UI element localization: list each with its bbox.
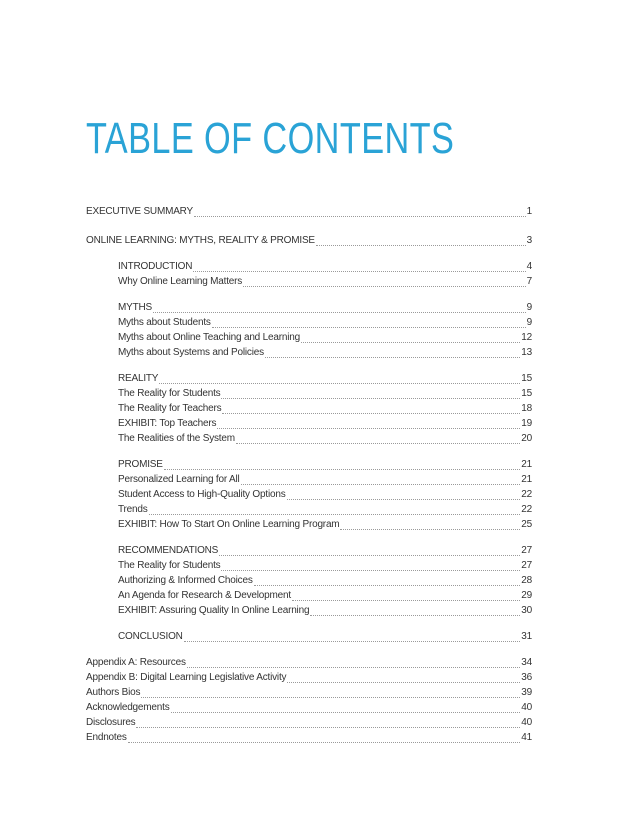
toc-entry[interactable]	[86, 204, 532, 219]
dot-leader	[222, 405, 520, 414]
toc-entry-label: The Realities of the System	[118, 433, 235, 444]
toc-entry-page-number: 22	[521, 489, 532, 500]
toc-entry[interactable]	[86, 730, 532, 745]
dot-leader	[217, 420, 520, 429]
dot-leader	[194, 208, 526, 217]
toc-entry-page-number: 15	[521, 373, 532, 384]
toc-entry[interactable]	[86, 401, 532, 416]
toc-entry-page-number: 36	[521, 672, 532, 683]
toc-entry-label: Why Online Learning Matters	[118, 276, 243, 287]
toc-entry-page-number: 40	[521, 702, 532, 713]
toc-entry[interactable]	[86, 502, 532, 517]
dot-leader	[212, 319, 526, 328]
toc-entry-label: Authorizing & Informed Choices	[118, 575, 253, 586]
toc-entry-page-number: 21	[521, 474, 532, 485]
toc-entry[interactable]	[86, 431, 532, 446]
toc-entry[interactable]	[86, 670, 532, 685]
toc-entry[interactable]	[86, 345, 532, 360]
toc-entry[interactable]	[86, 715, 532, 730]
dot-leader	[187, 659, 521, 668]
toc-entry-page-number: 27	[521, 545, 532, 556]
toc-entry-label: CONCLUSION	[118, 631, 183, 642]
toc-entry-label: Myths about Students	[118, 317, 211, 328]
toc-entry-label: REALITY	[118, 373, 159, 384]
toc-entry[interactable]	[86, 233, 532, 248]
dot-leader	[193, 263, 525, 272]
toc-entry-page-number: 39	[521, 687, 532, 698]
toc-entry-page-number: 40	[521, 717, 532, 728]
toc-entry-page-number: 34	[521, 657, 532, 668]
toc-entry[interactable]	[86, 603, 532, 618]
toc-entry-page-number: 9	[526, 317, 532, 328]
toc-entry-label: The Reality for Students	[118, 388, 221, 399]
dot-leader	[153, 304, 526, 313]
toc-entry-label: Endnotes	[86, 732, 127, 743]
toc-entry-page-number: 18	[521, 403, 532, 414]
toc-entry-label: RECOMMENDATIONS	[118, 545, 219, 556]
toc-spacer	[86, 360, 532, 371]
toc-entry-label: An Agenda for Research & Development	[118, 590, 291, 601]
toc-entry-label: ONLINE LEARNING: MYTHS, REALITY & PROMISE	[86, 235, 315, 246]
dot-leader	[316, 237, 526, 246]
toc-entry[interactable]	[86, 700, 532, 715]
toc-entry-page-number: 19	[521, 418, 532, 429]
toc-entry-label: Trends	[118, 504, 148, 515]
toc-entry-label: EXHIBIT: Assuring Quality In Online Learning	[118, 605, 310, 616]
toc-entry-page-number: 22	[521, 504, 532, 515]
dot-leader	[287, 674, 520, 683]
toc-entry[interactable]	[86, 371, 532, 386]
toc-entry-label: INTRODUCTION	[118, 261, 193, 272]
toc-entry-page-number: 27	[521, 560, 532, 571]
toc-entry-label: PROMISE	[118, 459, 163, 470]
toc-entry-page-number: 21	[521, 459, 532, 470]
toc-spacer	[86, 644, 532, 655]
toc-entry[interactable]	[86, 655, 532, 670]
toc-entry-label: The Reality for Students	[118, 560, 221, 571]
dot-leader	[241, 476, 521, 485]
toc-entry[interactable]	[86, 588, 532, 603]
toc-entry-page-number: 4	[526, 261, 532, 272]
toc-entry[interactable]	[86, 457, 532, 472]
dot-leader	[136, 719, 520, 728]
toc-entry[interactable]	[86, 685, 532, 700]
toc-entry-page-number: 9	[526, 302, 532, 313]
toc-spacer	[86, 532, 532, 543]
toc-entry-label: Student Access to High-Quality Options	[118, 489, 286, 500]
toc-entry-page-number: 3	[526, 235, 532, 246]
toc-entry-label: The Reality for Teachers	[118, 403, 222, 414]
dot-leader	[221, 562, 520, 571]
table-of-contents	[86, 204, 532, 745]
toc-entry-page-number: 15	[521, 388, 532, 399]
toc-entry[interactable]	[86, 629, 532, 644]
toc-entry-label: MYTHS	[118, 302, 153, 313]
dot-leader	[236, 435, 520, 444]
toc-entry-label: Authors Bios	[86, 687, 141, 698]
toc-entry[interactable]	[86, 315, 532, 330]
toc-entry-label: Appendix B: Digital Learning Legislative Activity	[86, 672, 287, 683]
toc-entry-page-number: 25	[521, 519, 532, 530]
dot-leader	[184, 633, 521, 642]
toc-spacer	[86, 446, 532, 457]
toc-entry-label: EXHIBIT: Top Teachers	[118, 418, 217, 429]
toc-spacer	[86, 618, 532, 629]
toc-entry[interactable]	[86, 330, 532, 345]
dot-leader	[141, 689, 520, 698]
dot-leader	[159, 375, 520, 384]
toc-entry[interactable]	[86, 386, 532, 401]
toc-entry-page-number: 1	[526, 206, 532, 217]
dot-leader	[149, 506, 521, 515]
dot-leader	[287, 491, 521, 500]
toc-entry-page-number: 7	[526, 276, 532, 287]
toc-entry-page-number: 20	[521, 433, 532, 444]
toc-entry[interactable]	[86, 573, 532, 588]
toc-entry-page-number: 12	[521, 332, 532, 343]
dot-leader	[164, 461, 521, 470]
toc-entry-label: EXHIBIT: How To Start On Online Learning Program	[118, 519, 340, 530]
toc-entry[interactable]	[86, 472, 532, 487]
dot-leader	[128, 734, 521, 743]
dot-leader	[265, 349, 520, 358]
dot-leader	[254, 577, 521, 586]
toc-entry-label: EXECUTIVE SUMMARY	[86, 206, 193, 217]
toc-entry[interactable]	[86, 543, 532, 558]
toc-entry[interactable]	[86, 416, 532, 431]
dot-leader	[340, 521, 520, 530]
dot-leader	[219, 547, 520, 556]
dot-leader	[292, 592, 520, 601]
toc-entry-page-number: 28	[521, 575, 532, 586]
toc-entry[interactable]	[86, 274, 532, 289]
dot-leader	[301, 334, 520, 343]
toc-spacer	[86, 248, 532, 259]
toc-entry-label: Acknowledgements	[86, 702, 170, 713]
page-title: TABLE OF CONTENTS	[86, 114, 455, 163]
toc-entry-page-number: 31	[521, 631, 532, 642]
toc-spacer	[86, 289, 532, 300]
dot-leader	[221, 390, 520, 399]
toc-entry-page-number: 13	[521, 347, 532, 358]
toc-spacer	[86, 219, 532, 233]
toc-entry-label: Appendix A: Resources	[86, 657, 186, 668]
toc-entry[interactable]	[86, 300, 532, 315]
toc-entry-page-number: 41	[521, 732, 532, 743]
toc-entry[interactable]	[86, 487, 532, 502]
toc-entry-label: Myths about Online Teaching and Learning	[118, 332, 300, 343]
dot-leader	[243, 278, 526, 287]
toc-entry-label: Myths about Systems and Policies	[118, 347, 264, 358]
dot-leader	[310, 607, 520, 616]
toc-entry-label: Disclosures	[86, 717, 136, 728]
toc-entry-page-number: 30	[521, 605, 532, 616]
toc-entry[interactable]	[86, 517, 532, 532]
toc-entry-label: Personalized Learning for All	[118, 474, 240, 485]
toc-entry[interactable]	[86, 558, 532, 573]
toc-entry-page-number: 29	[521, 590, 532, 601]
dot-leader	[171, 704, 521, 713]
toc-entry[interactable]	[86, 259, 532, 274]
